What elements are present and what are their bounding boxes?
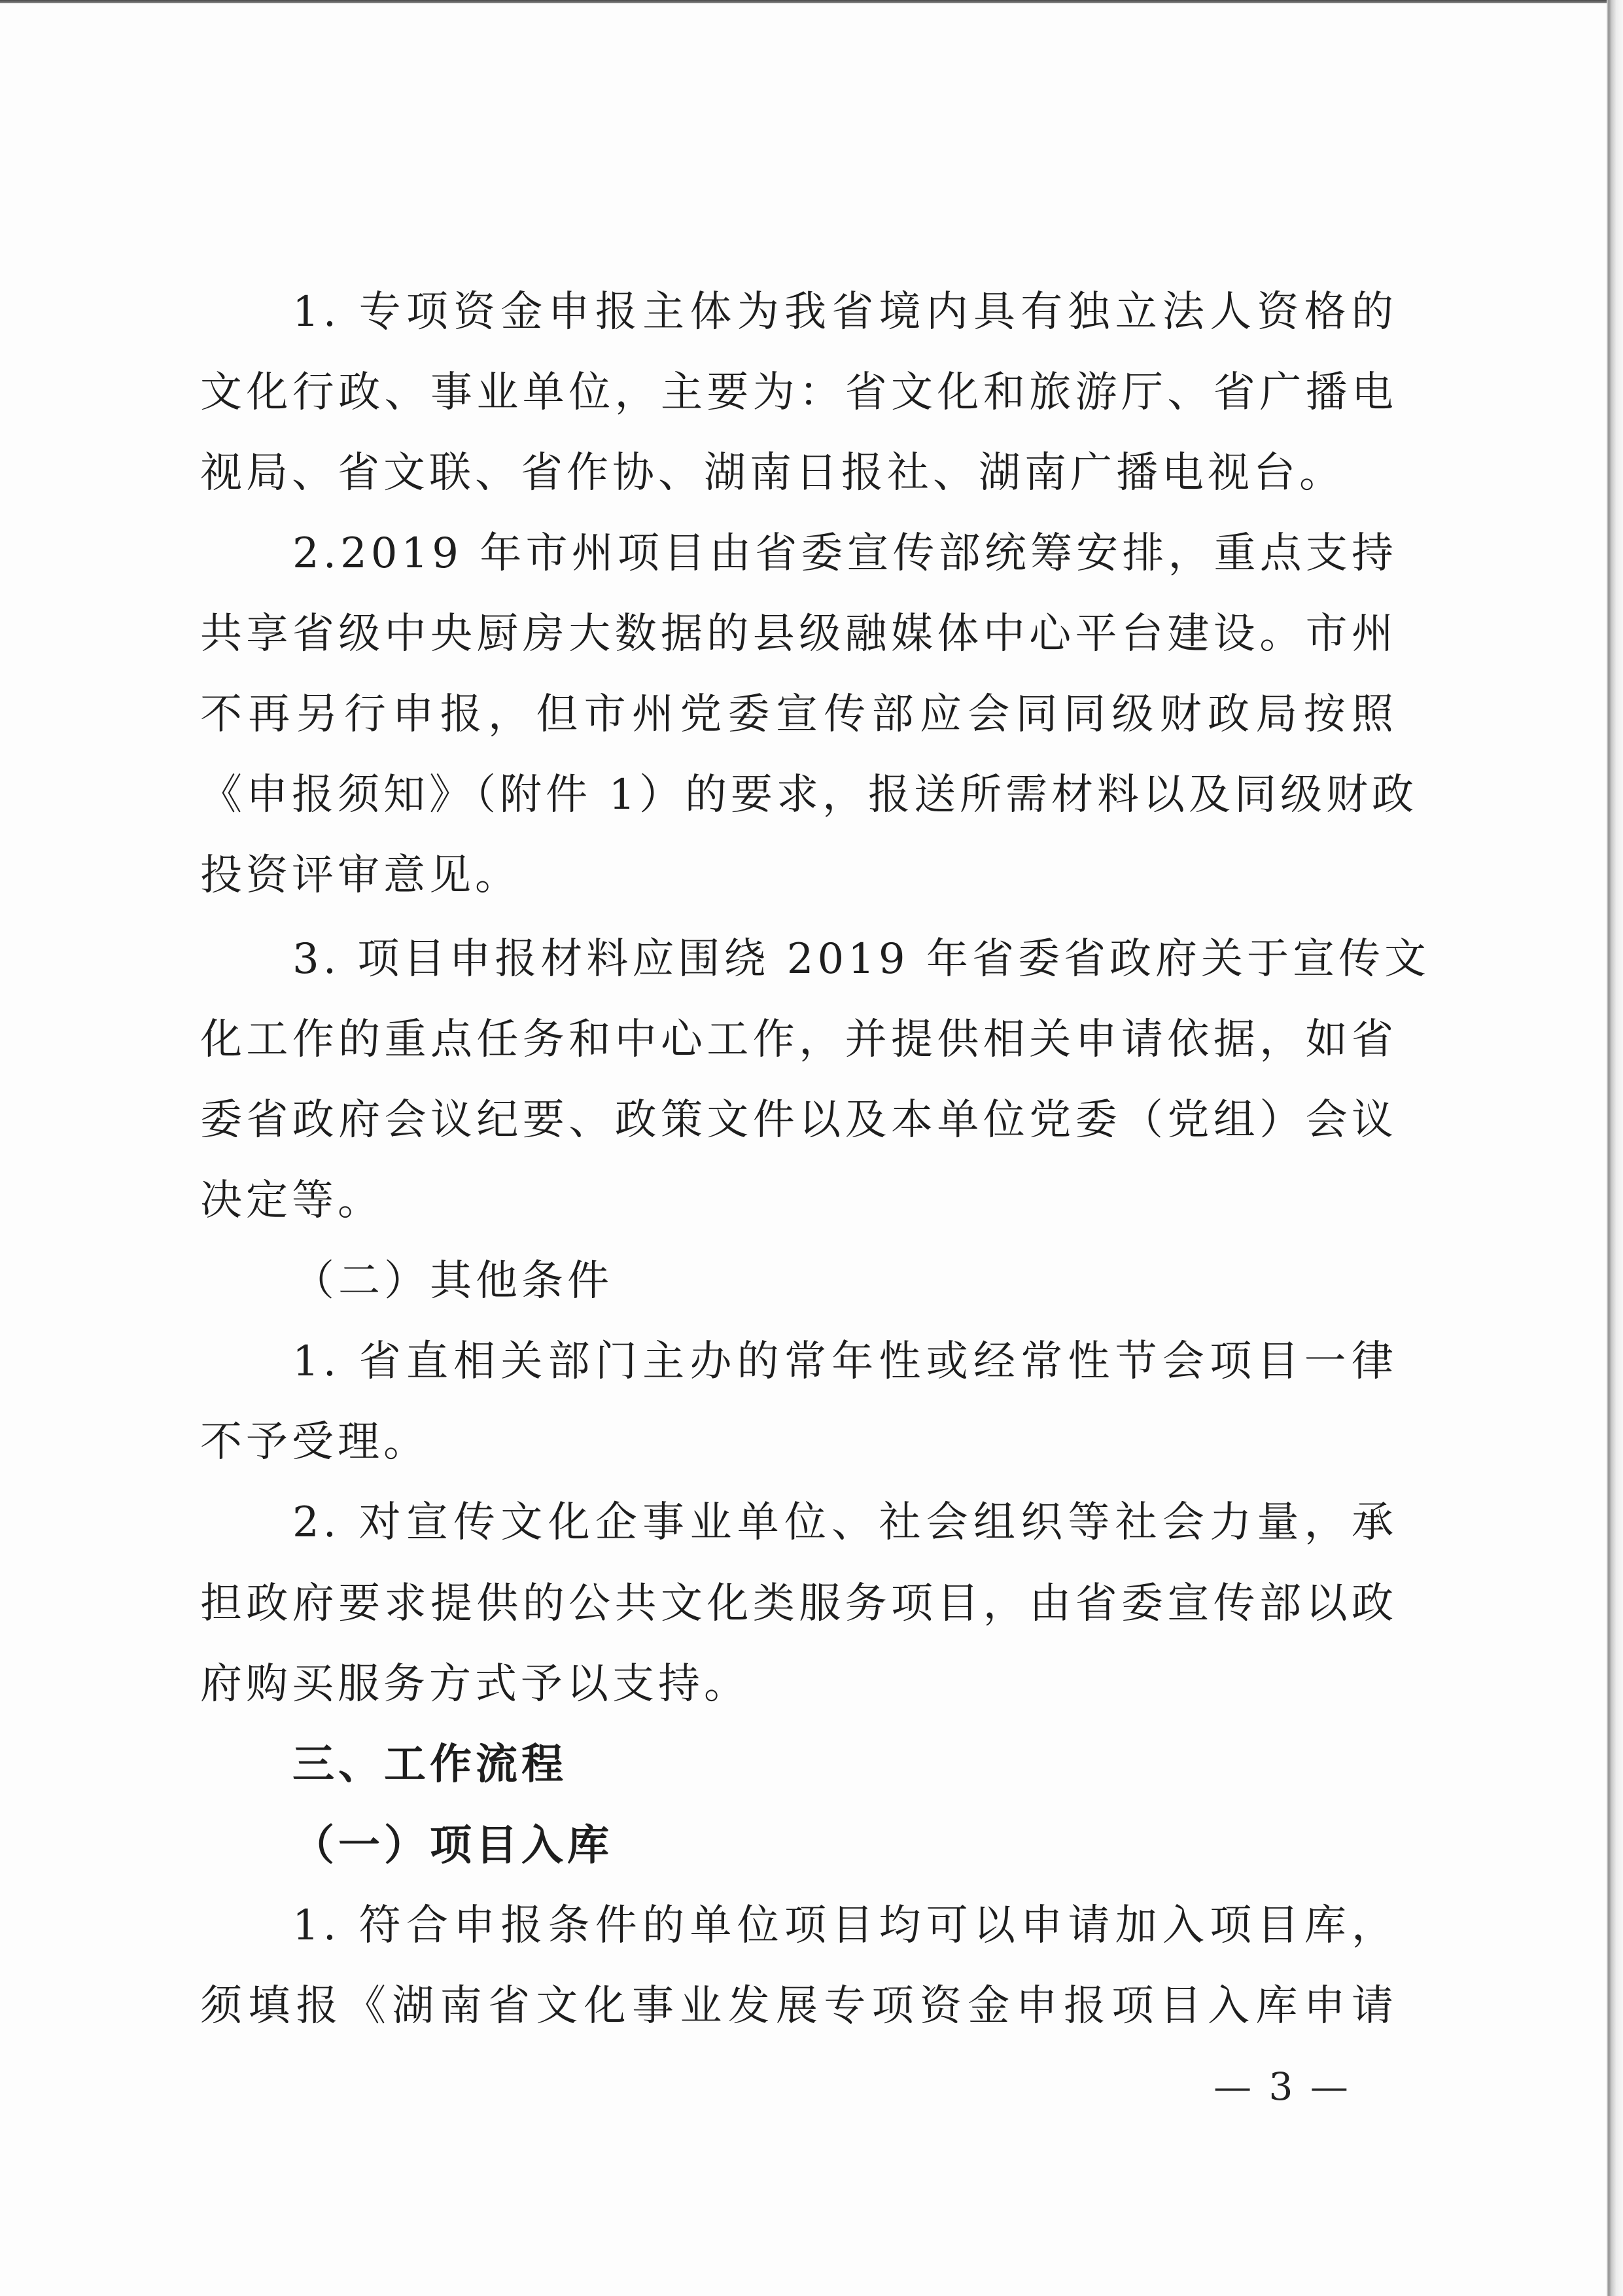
paragraph-line: 《申报须知》（附件 1）的要求，报送所需材料以及同级财政 bbox=[200, 771, 1418, 819]
paragraph-line: 委省政府会议纪要、政策文件以及本单位党委（党组）会议 bbox=[200, 1096, 1397, 1144]
paragraph-line: 担政府要求提供的公共文化类服务项目，由省委宣传部以政 bbox=[200, 1580, 1397, 1628]
paragraph-line: 2. 对宣传文化企事业单位、社会组织等社会力量，承 bbox=[292, 1498, 1397, 1547]
paragraph-line: 投资评审意见。 bbox=[200, 851, 521, 900]
paragraph-line: 化工作的重点任务和中心工作，并提供相关申请依据，如省 bbox=[200, 1016, 1397, 1064]
paragraph-line: 1. 省直相关部门主办的常年性或经常性节会项目一律 bbox=[292, 1337, 1397, 1386]
paragraph-line: 不予受理。 bbox=[200, 1418, 429, 1466]
section-heading: 三、工作流程 bbox=[292, 1740, 567, 1789]
paragraph-line: 不再另行申报，但市州党委宣传部应会同同级财政局按照 bbox=[200, 690, 1397, 739]
paragraph-line: 府购买服务方式予以支持。 bbox=[200, 1660, 750, 1708]
paragraph-line: 3. 项目申报材料应围绕 2019 年省委省政府关于宣传文 bbox=[292, 935, 1430, 983]
subheading-other-conditions: （二）其他条件 bbox=[292, 1257, 613, 1305]
paragraph-line: 决定等。 bbox=[200, 1176, 383, 1225]
paragraph-line: 共享省级中央厨房大数据的县级融媒体中心平台建设。市州 bbox=[200, 610, 1397, 658]
paragraph-line: 文化行政、事业单位，主要为：省文化和旅游厅、省广播电 bbox=[200, 368, 1397, 417]
page-number: — 3 — bbox=[1213, 2064, 1351, 2109]
paragraph-line: 1. 符合申报条件的单位项目均可以申请加入项目库， bbox=[292, 1901, 1397, 1950]
paragraph-line: 1. 专项资金申报主体为我省境内具有独立法人资格的 bbox=[292, 288, 1397, 336]
paragraph-line: 视局、省文联、省作协、湖南日报社、湖南广播电视台。 bbox=[200, 449, 1345, 497]
subheading-project-entry: （一）项目入库 bbox=[292, 1821, 613, 1870]
paragraph-line: 须填报《湖南省文化事业发展专项资金申报项目入库申请 bbox=[200, 1982, 1397, 2030]
paragraph-line: 2.2019 年市州项目由省委宣传部统筹安排，重点支持 bbox=[292, 529, 1397, 578]
